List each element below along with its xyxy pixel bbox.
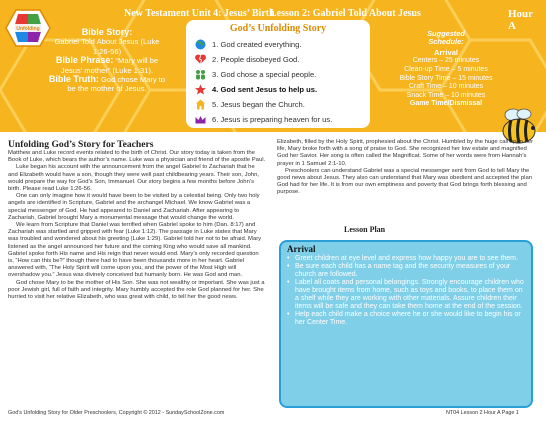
people-icon xyxy=(194,69,207,80)
story-step-text: 3. God chose a special people. xyxy=(212,70,317,79)
schedule-item: Craft Time – 10 minutes xyxy=(408,83,484,91)
footer-page-info: NT04 Lesson 2 Hour A Page 1 xyxy=(446,410,519,416)
teachers-paragraph: One can only imagine how it would have been to be visited by a celestial being. Only two holy angels are identified in Scripture, Gabriel and the archangel Michael. We know Gabriel was a special messenger of God. He had appeared to Daniel and Zachariah. After appearing to Zachariah, Gabriel brought Mary a monumental message that would change the world. xyxy=(8,193,260,221)
story-steps xyxy=(194,37,366,127)
story-panel xyxy=(186,20,370,128)
teachers-heading: Unfolding God’s Story for Teachers xyxy=(8,139,154,150)
gods-unfolding-story-logo xyxy=(4,8,52,48)
schedule-item: Clean-up Time – 5 minutes xyxy=(404,66,488,73)
lesson-plan-box xyxy=(279,240,533,408)
schedule-item: Snack Time – 10 minutes xyxy=(406,91,486,99)
globe-icon xyxy=(194,39,207,50)
arrival-bullet: • Greet children at eye level and express how happy you are to see them. xyxy=(287,255,525,263)
unit-title: New Testament Unit 4: Jesus’ Birth xyxy=(124,8,275,19)
story-step xyxy=(194,52,366,67)
story-step-text: 5. Jesus began the Church. xyxy=(212,100,305,109)
lesson-plan-heading: Lesson Plan xyxy=(344,225,386,234)
schedule-item: Bible Story Time – 15 minutes xyxy=(399,74,493,82)
teachers-paragraph: Elizabeth, filled by the Holy Spirit, prophesied about the Christ. Humbled by the huge call upon her life, Mary broke forth with a song of praise to God. She recognized her low estate and magnified God her Savior. Her song is often called the Magnificat. Some of her words were from Hannah’s prayer in 1 Samuel 2:1-10. xyxy=(277,139,534,167)
footer-copyright: God’s Unfolding Story for Older Preschoolers, Copyright © 2012 - SundaySchoolZone.com xyxy=(8,410,225,416)
teachers-paragraph: Preschoolers can understand Gabriel was a special messenger sent from God to tell Mary the good news about Jesus. They also can understand that Mary was obedient and accepted the plan God had for her life. It is from our own emptiness and poverty that God brings forth blessing and purpose. xyxy=(277,167,532,196)
bible-truth-label: Bible Truth: xyxy=(48,74,99,85)
arrival-list xyxy=(287,255,525,327)
story-step-text: 6. Jesus is preparing heaven for us. xyxy=(212,115,333,124)
arrival-heading: Arrival xyxy=(287,244,316,254)
crown-icon xyxy=(194,114,207,125)
bible-story-text: Gabriel Told About Jesus (Luke 1:26-56) xyxy=(54,37,160,56)
teachers-paragraph: Matthew and Luke record events related to the birth of Christ. Our story today is taken from the Book of Luke, which bears the author’s name. Luke was a physician and friend of the apostle Paul. xyxy=(8,150,266,164)
teachers-paragraph: Luke began his account with the announcement from the angel Gabriel to Zachariah that he and Elizabeth would have a son, though they were well past childbearing years. Their son, John, would prepare the way for God’s Son, Immanuel. Our story begins a few months before John’s birth. Please read Luke 1:26-56. xyxy=(8,164,260,193)
header-banner xyxy=(0,0,546,132)
bible-info-box xyxy=(48,28,166,128)
story-step-text: 2. People disobeyed God. xyxy=(212,55,300,64)
story-step-text: 4. God sent Jesus to help us. xyxy=(212,85,318,94)
story-step xyxy=(194,112,366,127)
schedule-title-line1: Suggested xyxy=(427,29,465,38)
church-icon xyxy=(194,99,207,110)
bible-phrase-text: “Mary will be Jesus’ mother” (Luke 1:31). xyxy=(60,56,159,75)
bible-truth-text: God chose Mary to be the mother of Jesus. xyxy=(67,75,166,94)
teachers-paragraph: God chose Mary to be the mother of His Son. She was not wealthy or important. She was just a poor Jewish girl, full of faith and integrity. Mary humbly accepted the role God planned for her. She hurried to visit her relative Elizabeth, who was great with child, to tell her the good news. xyxy=(8,279,265,301)
story-panel-title: God’s Unfolding Story xyxy=(229,23,327,34)
arrival-bullet: • Be sure each child has a name tag and the security measures of your church are followed. xyxy=(287,263,525,279)
schedule-item: Centers – 25 minutes xyxy=(412,57,480,65)
svg-text:Unfolding: Unfolding xyxy=(16,26,40,32)
schedule-box xyxy=(390,30,502,126)
schedule-item: Arrival xyxy=(433,47,459,57)
story-step-highlighted xyxy=(194,82,366,97)
story-step xyxy=(194,37,366,52)
broken-heart-icon xyxy=(194,54,207,65)
arrival-bullet: • Label all coats and personal belongings. Strongly encourage children who have brought items from home, such as toys and books, to place them on a shelf while they are working with other materials. Assure children their items will be safe and they can take them home at the end of the session. xyxy=(287,279,525,311)
hour-label: Hour A xyxy=(508,8,533,32)
teachers-paragraph: We learn from Scripture that Daniel was terrified when Gabriel spoke to him (Dan. 8:17) and Zachariah was startled and gripped with fear (Luke 1:12). The passage in Luke states that Mary was troubled and wondered about his greeting (Luke 1:29). Gabriel told her not to be afraid. Mary listened as the angel announced her future and the coming King who would save all mankind. Gabriel spoke forth His name and His reign that never would end. Mary’s only recorded question is, “How can this be?” though there had to have been thousands more in her heart. Gabriel answered with, “The Holy Spirit will come upon you, and the power of the Most High will overshadow you.” Jesus was divinely conceived but humanly born. He was God and man. xyxy=(8,222,262,279)
bible-phrase-label: Bible Phrase: xyxy=(55,55,114,66)
lesson-title: Lesson 2: Gabriel Told About Jesus xyxy=(270,8,421,19)
story-step xyxy=(194,97,366,112)
arrival-bullet: • Help each child make a choice where he or she would like to begin his or her Center Time. xyxy=(287,311,525,327)
story-step-text: 1. God created everything. xyxy=(212,40,302,49)
schedule-item: Game Time/Dismissal xyxy=(409,100,483,108)
bible-story-label: Bible Story: xyxy=(81,27,133,37)
star-icon xyxy=(194,84,207,95)
story-step xyxy=(194,67,366,82)
teachers-column-1 xyxy=(8,150,266,301)
schedule-title-line2: Schedule: xyxy=(428,37,464,47)
teachers-column-2 xyxy=(277,139,539,197)
